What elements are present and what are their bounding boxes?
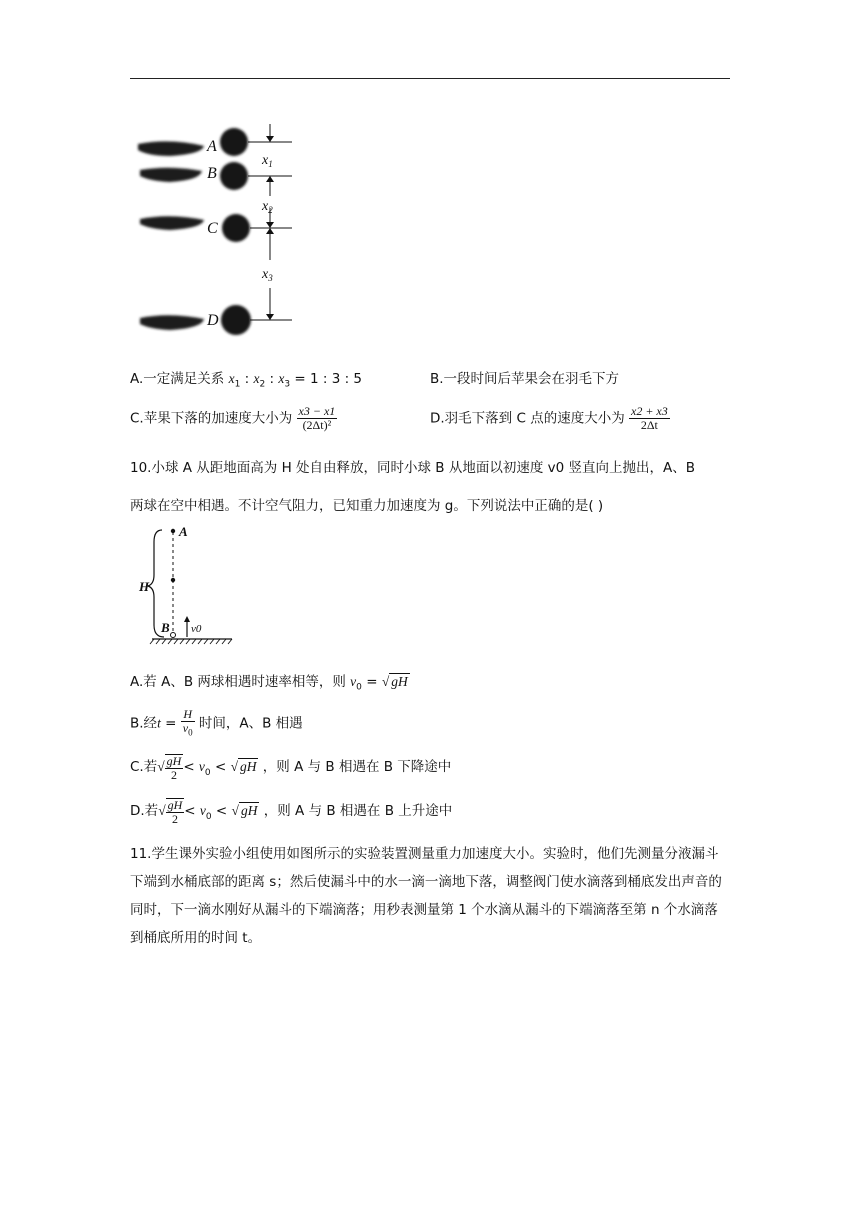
- feather-a: [138, 141, 204, 156]
- header-rule: [130, 78, 730, 79]
- feather-c: [140, 216, 204, 230]
- dim-x3: $x_3$: [262, 267, 273, 283]
- feather-b: [140, 168, 202, 182]
- q10-option-c: C.若√ $\frac{gH}{2}$ < $v_0$ < √ gH ，则 A 与 B 相遇在 B 下降途中: [130, 754, 452, 782]
- q9-option-c: C.苹果下落的加速度大小为 $\frac{x3 - x1}{\text{(2Δt)²}}$: [130, 404, 336, 432]
- label-d: D: [207, 312, 219, 329]
- fig-label-b: B: [161, 620, 170, 635]
- q9-option-b: B.一段时间后苹果会在羽毛下方: [430, 371, 620, 387]
- fig-label-h: H: [139, 579, 150, 594]
- q10-figure: [134, 520, 234, 645]
- q10-line1: 10.小球 A 从距地面高为 H 处自由释放，同时小球 B 从地面以初速度 v0 竖直向上抛出，A、B: [130, 460, 696, 476]
- apple-d: [221, 305, 251, 335]
- q9-option-a: A.一定满足关系 $x_1$ : $x_2$ : $x_3 = 1$ : 3 : 5: [130, 371, 363, 390]
- apple-c: [222, 214, 250, 242]
- label-c: C: [207, 220, 218, 237]
- q10-option-b: B.经t = $\frac{H}{v_0}$ 时间，A、B 相遇: [130, 707, 303, 738]
- label-b: B: [207, 165, 217, 182]
- q10-option-a: A.若 A、B 两球相遇时速率相等，则 $v_0$ = √ gH: [130, 674, 408, 693]
- q10-option-d: D.若√ $\frac{gH}{2}$ < $v_0$ < √ gH ，则 A 与 B 相遇在 B 上升途中: [130, 798, 453, 826]
- fig-label-a: A: [179, 524, 188, 539]
- q11-text: 11.学生课外实验小组使用如图所示的实验装置测量重力加速度大小。实验时，他们先测量分液漏斗下端到水桶底部的距离 s；然后使漏斗中的水一滴一滴地下落，调整阀门使水滴落到桶底发出声音的同时，下一滴水刚好从漏斗的下端滴落；用秒表测量第 1 个水滴从漏斗的下端滴落至第 n 个水滴落到桶底所用的时间 t。: [130, 846, 722, 946]
- feather-apple-figure: [130, 118, 305, 340]
- dim-x2: $x_2$: [262, 199, 273, 215]
- label-a: A: [207, 138, 217, 155]
- fig-label-v0: v0: [191, 623, 202, 635]
- apple-b: [220, 162, 248, 190]
- q9-option-d: D.羽毛下落到 C 点的速度大小为 $\frac{x2 + x3}{2\Delta t}$: [430, 404, 668, 432]
- q10-line2: 两球在空中相遇。不计空气阻力，已知重力加速度为 g。下列说法中正确的是( ): [130, 498, 604, 514]
- apple-a: [220, 128, 248, 156]
- dim-x1: $x_1$: [262, 153, 273, 169]
- feather-d: [140, 315, 204, 330]
